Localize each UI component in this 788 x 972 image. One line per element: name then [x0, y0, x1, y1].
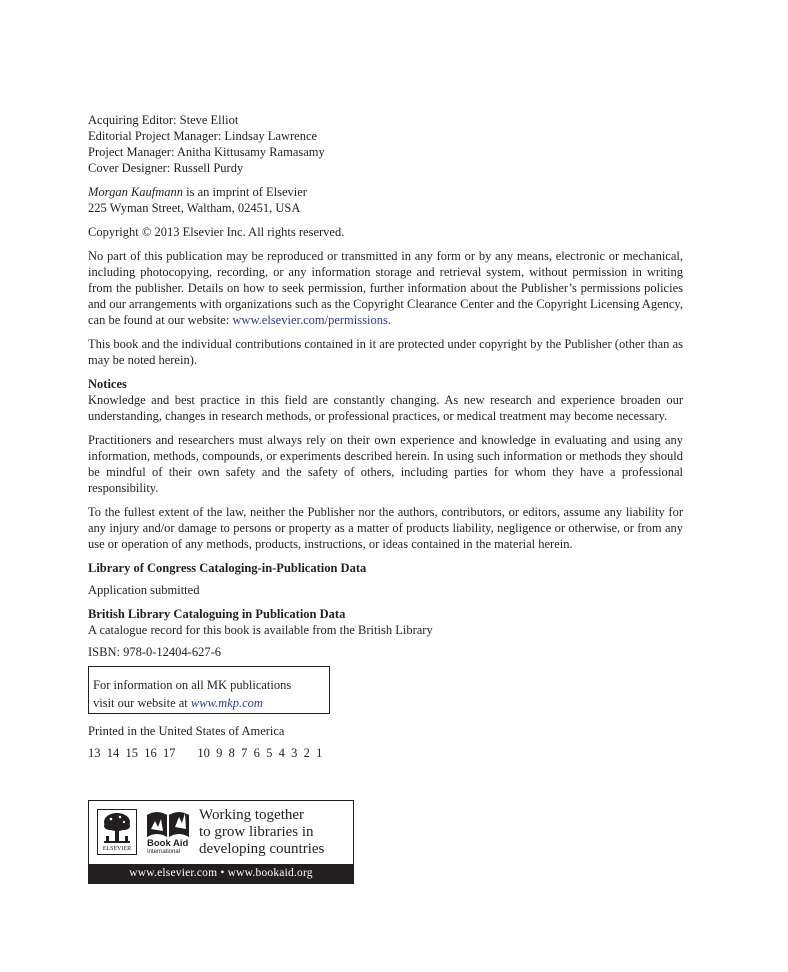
permissions-text: No part of this publication may be reproduced or transmitted in any form or by any means, electronic or mechanical, including photocopying, recording, or any information storage and retrieval system, without permission in writing from the publisher. Details on how to seek permission, further information about the Publisher’s permissions policies and our arrangements with organizations such as the Copyright Clearance Center and the Copyright Licensing Agency, can be found at our website: [88, 249, 683, 327]
copyright-notice: Copyright © 2013 Elsevier Inc. All rights reserved. [88, 225, 345, 239]
project-manager: Project Manager: Anitha Kittusamy Ramasamy [88, 145, 325, 159]
loc-text: Application submitted [88, 583, 200, 597]
permissions-paragraph [88, 248, 683, 328]
mk-info-line1: For information on all MK publications [93, 678, 292, 692]
permissions-link[interactable]: www.elsevier.com/permissions. [232, 313, 391, 327]
imprint-line [88, 184, 683, 200]
book-aid-banner [88, 800, 354, 884]
mk-website-link[interactable]: www.mkp.com [190, 696, 263, 710]
mk-info-line2 [93, 694, 325, 712]
bl-heading: British Library Cataloguing in Publication Data [88, 607, 346, 621]
publisher-name: Morgan Kaufmann [88, 185, 184, 199]
book-aid-international: International [147, 849, 181, 855]
mk-info-box [88, 666, 330, 714]
print-number-line: 13 14 15 16 17 10 9 8 7 6 5 4 3 2 1 [88, 746, 323, 760]
slogan-line-1: Working together [199, 807, 305, 823]
imprint [88, 184, 683, 216]
protection-paragraph: This book and the individual contributions contained in it are protected under copyright by the Publisher (other than as may be noted herein). [88, 337, 683, 367]
book-aid-footer: www.elsevier.com • www.bookaid.org [89, 864, 353, 883]
acquiring-editor: Acquiring Editor: Steve Elliot [88, 113, 239, 127]
elsevier-logo [97, 809, 137, 855]
notices-heading: Notices [88, 377, 127, 391]
book-aid-name: Book Aid [147, 838, 189, 849]
copyright-page [88, 112, 683, 660]
bl-text: A catalogue record for this book is available from the British Library [88, 623, 433, 637]
editorial-project-manager: Editorial Project Manager: Lindsay Lawrence [88, 129, 318, 143]
notices-paragraph-3: To the fullest extent of the law, neither the Publisher nor the authors, contributors, or editors, assume any liability for any injury and/or damage to persons or property as a matter of products liability, negligence or otherwise, or from any use or operation of any methods, products, instructions, or ideas contained in the material herein. [88, 505, 683, 551]
cover-designer: Cover Designer: Russell Purdy [88, 161, 244, 175]
publisher-address: 225 Wyman Street, Waltham, 02451, USA [88, 201, 301, 215]
elsevier-tree-icon [98, 810, 136, 846]
open-book-icon [145, 809, 191, 839]
loc-heading: Library of Congress Cataloging-in-Publication Data [88, 561, 367, 575]
notices-paragraph-1: Knowledge and best practice in this field are constantly changing. As new research and experience broaden our understanding, changes in research methods, or professional practices, or medical treatment may become necessary. [88, 393, 683, 423]
imprint-text: is an imprint of Elsevier [183, 185, 307, 199]
printed-in: Printed in the United States of America [88, 724, 285, 738]
slogan-line-2: to grow libraries in [199, 824, 314, 840]
slogan-line-3: developing countries [199, 841, 325, 857]
credits [88, 112, 683, 176]
elsevier-label: ELSEVIER [102, 846, 132, 852]
book-aid-slogan [199, 807, 324, 858]
mk-info-text: visit our website at [93, 696, 191, 710]
isbn: ISBN: 978-0-12404-627-6 [88, 645, 221, 659]
book-aid-banner-top [89, 801, 353, 864]
notices-paragraph-2: Practitioners and researchers must always rely on their own experience and knowledge in evaluating and using any information, methods, compounds, or experiments described herein. In using such information or methods they should be mindful of their own safety and the safety of others, including parties for whom they have a professional responsibility. [88, 433, 683, 495]
